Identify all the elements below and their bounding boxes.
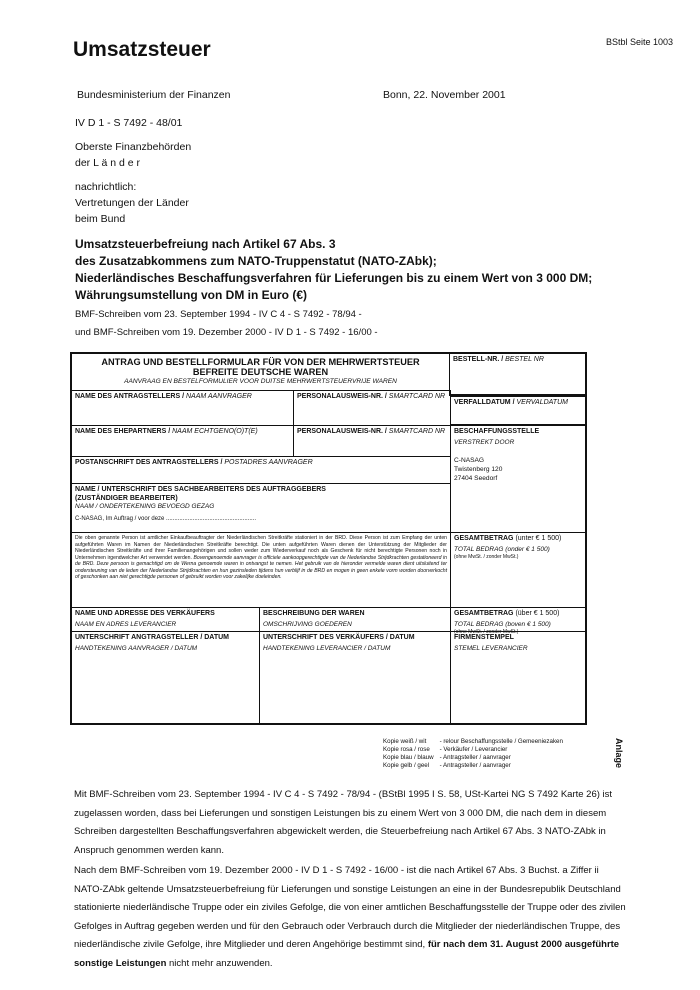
goods-label-nl: OMSCHRIJVING GOEDEREN	[263, 620, 352, 628]
copy-recipient: - relour Beschaffungsstelle / Gemeeniezaken	[439, 738, 563, 745]
copy-row	[383, 746, 569, 754]
subject-line: des Zusatzabkommens zum NATO-Truppenstatut (NATO-ZAbk);	[75, 254, 437, 268]
references	[75, 306, 378, 342]
total-over-label-nl: TOTAL BEDRAG (boven € 1 500)	[454, 620, 551, 628]
copy-row	[383, 754, 569, 762]
agency-city: 27404 Seedorf	[454, 474, 498, 482]
applicant-signature-field[interactable]	[72, 631, 260, 725]
seller-signature-field[interactable]	[259, 631, 451, 725]
id-number-label: PERSONALAUSWEIS-NR. / SMARTCARD NR	[297, 393, 446, 400]
stamp-label: FIRMENSTEMPEL	[454, 634, 514, 641]
file-number: IV D 1 - S 7492 - 48/01	[75, 117, 183, 129]
page-reference: BStbl Seite 1003	[606, 37, 674, 47]
legal-text: Die oben genannte Person ist amtlicher Einkaufbeauftragter der Niederländischen Streitkräfte stationiert in der BRD. Diese Person ist zum Empfang der unten aufgeführten Waren im Namen der Niederländischen Streitkräfte berechtigt. Die unten aufgeführten Waren dienen der Unterstützung der Mitglieder der Niederländischen Streitkräfte und ihrer Familienangehörigen und sollen weder zum Wiederverkauf noch als Geschenk für nicht berechtigte Personen noch in Unternehmen irgendwelcher Art verwendet werden. Bovengenoemde aanvrager is officiele aankoopgerechtigde van de Nederlandse Strijdkrachten gestationeerd in de BRD. Deze persoon is gemachtigd om de Wernа genoemde waren in ontvangst te nemen. Het gebruik van de hieronder vermelde waren dient uitsluitend ter ondersteuning van de leden der Nederlandse Strijdkrachten en hun gezinsleden tijdens hun verblijf in de BRD en mogen in geen enkele vorm worden doorverkocht of geschonken aan niet gerechtigde personen of gebruikt worden voor zakelijke doeleinden.	[75, 535, 447, 581]
cc-line-1: Vertretungen der Länder	[75, 197, 189, 209]
applicant-name-label: NAME DES ANTRAGSTELLERS / NAAM AANVRAGER	[75, 393, 252, 400]
order-number-field[interactable]	[450, 354, 587, 396]
clerk-label-2: (ZUSTÄNDIGER BEARBEITER)	[75, 494, 178, 502]
id-number-field[interactable]	[293, 390, 451, 426]
reference-line: BMF-Schreiben vom 23. September 1994 - IV C 4 - S 7492 - 78/94 -	[75, 309, 362, 320]
copy-recipient: - Antragsteller / aanvrager	[439, 754, 511, 761]
expiry-date-field[interactable]	[450, 395, 587, 426]
legal-statement	[72, 532, 451, 608]
copy-recipient: - Antragsteller / aanvrager	[439, 762, 511, 769]
applicant-signature-label: UNTERSCHRIFT ANGTRAGSTELLER / DATUM	[75, 634, 229, 641]
applicant-name-field[interactable]	[72, 390, 294, 426]
paragraph-2-text: Nach dem BMF-Schreiben vom 19. Dezember 2000 - IV D 1 - S 7492 - 16/00 - ist die nach Artikel 67 Abs. 3 Buchst. a Ziffer ii NATO-ZAbk geltende Umsatzsteuerbefreiung für Lieferungen und sonstige Leistungen an eine in der Bundesrepublik Deutschland stationierte niederländische Truppe oder ein ziviles Gefolge, die von einer amtlichen Beschaffungsstelle der Truppe oder des zivilen Gefolges in Auftrag gegeben werden und für den Gebrauch oder Verbrauch durch die Mitglieder der niederländischen Truppe, des niederländische zivile Gefolge, ihre Mitglieder und deren Angehörige bestimmt sind,	[74, 865, 626, 951]
spouse-name-label: NAME DES EHEPARTNERS / NAAM ECHTGENO(O)T(E)	[75, 428, 258, 435]
stamp-label-nl: STEMEL LEVERANCIER	[454, 644, 528, 652]
form-title: ANTRAG UND BESTELLFORMULAR FÜR VON DER MEHRWERTSTEUER	[101, 357, 420, 367]
form-title-nl: AANVRAAG EN BESTELFORMULIER VOOR DUITSE MEHRWERTSTEUERVRIJE WAREN	[124, 378, 397, 385]
total-under-field[interactable]	[450, 532, 587, 608]
form-title-2: BEFREITE DEUTSCHE WAREN	[192, 367, 329, 377]
seller-label: NAME UND ADRESSE DES VERKÄUFERS	[75, 610, 215, 617]
total-under-vat-note: (ohne MwSt. / zonder MwSt.)	[454, 553, 519, 560]
copy-color: Kopie gelb / geel	[383, 762, 430, 769]
spouse-id-number-label: PERSONALAUSWEIS-NR. / SMARTCARD NR	[297, 428, 446, 435]
copy-distribution	[383, 738, 569, 770]
copy-recipient: - Verkäufer / Leverancier	[439, 746, 508, 753]
applicant-address-field[interactable]	[72, 456, 451, 484]
copy-row	[383, 762, 569, 770]
applicant-address-label: POSTANSCHRIFT DES ANTRAGSTELLERS / POSTADRES AANVRAGER	[75, 459, 313, 466]
recipient-line-2: der L ä n d e r	[75, 157, 140, 169]
copy-color: Kopie weiß / wit	[383, 738, 427, 745]
paragraph-1: Mit BMF-Schreiben vom 23. September 1994 - IV C 4 - S 7492 - 78/94 - (BStBl 1995 I S. 58, USt-Kartei NG S 7492 Karte 26) ist zugelassen worden, dass bei Lieferungen und sonstigen Leistungen bis zu einem Wert von 3 000 DM, die nach dem in diesem Schreiben dargestellten Beschaffungsverfahren abgewickelt werden, die Steuerbefreiung nach Artikel 67 Abs. 3 NATO-ZAbk in Anspruch genommen werden kann.	[74, 789, 613, 856]
clerk-field[interactable]	[72, 483, 451, 533]
seller-label-nl: NAAM EN ADRES LEVERANCIER	[75, 620, 177, 628]
copy-row	[383, 738, 569, 746]
expiry-date-label: VERFALLDATUM / VERVALDATUM	[454, 399, 568, 406]
clerk-label: NAME / UNTERSCHRIFT DES SACHBEARBEITERS DES AUFTRAGGEBERS	[75, 486, 326, 493]
company-stamp-field[interactable]	[450, 628, 587, 725]
applicant-signature-label-nl: HANDTEKENING AANVRAGER / DATUM	[75, 644, 198, 652]
total-over-label: GESAMTBETRAG (über € 1 500)	[454, 610, 560, 617]
subject	[75, 236, 592, 304]
cc-line-2: beim Bund	[75, 213, 126, 225]
total-under-label: GESAMTBETRAG (unter € 1 500)	[454, 535, 562, 542]
agency-street: Twistenberg 120	[454, 465, 503, 473]
subject-line: Währungsumstellung von DM in Euro (€)	[75, 288, 307, 302]
order-number-label: BESTELL-NR. / BESTEL NR	[453, 356, 544, 363]
divider	[259, 607, 260, 632]
recipient-line-1: Oberste Finanzbehörden	[75, 141, 192, 153]
cc-label: nachrichtlich:	[75, 181, 137, 193]
order-form	[70, 352, 587, 725]
subject-line: Niederländisches Beschaffungsverfahren für Lieferungen bis zu einem Wert von 3 000 DM;	[75, 271, 593, 285]
total-over-vat-note: (ohne MwSt. / zonder MwSt.)	[454, 628, 519, 635]
copy-color: Kopie blau / blauw	[383, 754, 434, 761]
procurement-label-nl: VERSTREKT DOOR	[454, 438, 515, 446]
copy-color: Kopie rosa / rose	[383, 746, 430, 753]
seller-signature-label: UNTERSCHRIFT DES VERKÄUFERS / DATUM	[263, 634, 415, 641]
spouse-name-field[interactable]	[72, 425, 294, 457]
goods-description-field[interactable]	[259, 607, 451, 631]
goods-label: BESCHREIBUNG DER WAREN	[263, 610, 365, 617]
agency-name: C-NASAG	[454, 456, 485, 464]
paragraph-2-end: nicht mehr anzuwenden.	[166, 957, 273, 969]
procurement-label: BESCHAFFUNGSSTELLE	[454, 428, 540, 435]
total-under-label-nl: TOTAL BEDRAG (onder € 1 500)	[454, 545, 550, 553]
seller-signature-label-nl: HANDTEKENING LEVERANCIER / DATUM	[263, 644, 391, 652]
paragraph-2-emphasis: für nach dem 31. August 2000 ausgeführte sonstige Leistungen	[74, 939, 620, 969]
clerk-signature-line: C-NASAG, Im Auftrag / voor deze ......................................................	[75, 516, 257, 522]
clerk-label-nl: NAAM / ONDERTEKENING BEVOEGD GEZAG	[75, 503, 215, 510]
subject-line: Umsatzsteuerbefreiung nach Artikel 67 Abs. 3	[75, 237, 336, 251]
place-date: Bonn, 22. November 2001	[383, 89, 506, 101]
page-title: Umsatzsteuer	[73, 38, 211, 61]
annex-label: Anlage	[614, 738, 624, 769]
spouse-id-number-field[interactable]	[293, 425, 451, 457]
seller-field[interactable]	[72, 607, 260, 631]
sender: Bundesministerium der Finanzen	[77, 89, 231, 101]
procurement-office	[450, 425, 587, 533]
reference-line: und BMF-Schreiben vom 19. Dezember 2000 - IV D 1 - S 7492 - 16/00 -	[75, 327, 378, 338]
paragraph-2	[74, 862, 626, 974]
